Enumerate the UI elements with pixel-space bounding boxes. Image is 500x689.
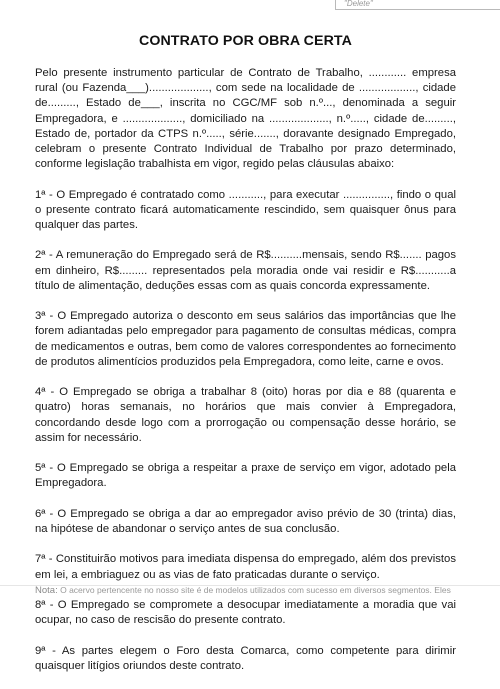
clause-3: 3ª - O Empregado autoriza o desconto em seus salários das importâncias que lhe forem adiantadas pelo empregador para pagamento de consultas médicas, compra de medicamentos e outras, bem como de valores correspondentes ao fornecimento de produtos alimentícios produzidos pela Empregadora, como leite, carne e ovos. bbox=[35, 310, 456, 368]
footer-note bbox=[35, 585, 495, 596]
clause-2: 2ª - A remuneração do Empregado será de R$..........mensais, sendo R$....... pagos em dinheiro, R$......... representados pela moradia onde vai residir e R$...........a título de alimentação, deduções essas com as quais concorda expressamente. bbox=[35, 249, 456, 292]
clause-9: 9ª - As partes elegem o Foro desta Comarca, como competente para dirimir quaisquer litígios oriundos deste contrato. bbox=[35, 644, 456, 672]
clause-5: 5ª - O Empregado se obriga a respeitar a praxe de serviço em vigor, adotado pela Empregadora. bbox=[35, 462, 456, 490]
delete-field[interactable] bbox=[335, 0, 500, 10]
clause-6: 6ª - O Empregado se obriga a dar ao empregador aviso prévio de 30 (trinta) dias, na hipótese de abandonar o serviço antes de sua conclusão. bbox=[35, 507, 456, 535]
clause-7: 7ª - Constituirão motivos para imediata dispensa do empregado, além dos previstos em lei, a embriaguez ou as vias de fato praticadas durante o serviço. bbox=[35, 553, 456, 581]
note-label: Nota: bbox=[35, 585, 58, 596]
clause-1: 1ª - O Empregado é contratado como ..........., para executar ..............., findo o qual o presente contrato ficará automaticamente rescindido, sem quaisquer ônus para qualquer das partes. bbox=[35, 188, 456, 232]
clause-4: 4ª - O Empregado se obriga a trabalhar 8 (oito) horas por dia e 88 (quarenta e quatro) horas semanais, no horários que mais convier à Empregadora, concordando desde logo com a prorrogação ou compensação desse horário, se assim for necessário. bbox=[35, 386, 456, 444]
delete-label: "Delete" bbox=[344, 0, 373, 8]
document-title: CONTRATO POR OBRA CERTA bbox=[138, 33, 352, 49]
note-text: O acervo pertencente no nosso site é de modelos utilizados com sucesso em diversos segmentos. Eles bbox=[60, 585, 451, 595]
intro-paragraph: Pelo presente instrumento particular de Contrato de Trabalho, ............ empresa rural (ou Fazenda___)..................., com sede na localidade de .................., cidade de........., Estado de___, inscrita no CGC/MF sob n.º..., denominada a seguir Empregadora, e ..................., domiciliado na ..................., n.º....., cidade de........., Estado de, portador da CTPS n.º....., série......., doravante designado Empregado, celebram o presente Contrato Individual de Trabalho por prazo determinado, conforme legislação trabalhista em vigor, regido pelas cláusulas abaixo: bbox=[35, 67, 456, 171]
clause-8: 8ª - O Empregado se compromete a desocupar imediatamente a moradia que vai ocupar, no caso de rescisão do presente contrato. bbox=[35, 598, 456, 627]
